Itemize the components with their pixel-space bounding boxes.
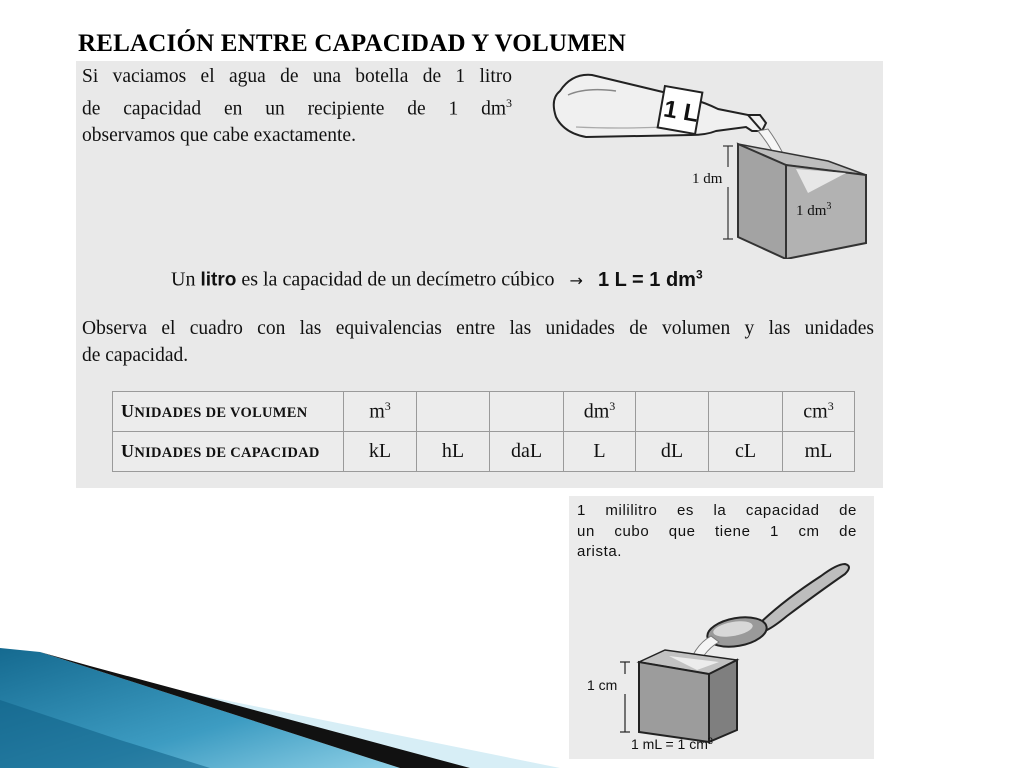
mililitro-line-3: arista. [577, 543, 623, 560]
intro-line-2: de capacidad en un recipiente de 1 $dm^3$ [82, 96, 512, 120]
volume-cell: $m^3$ [344, 392, 417, 432]
capacity-cell: kL [344, 432, 417, 472]
capacity-cell: hL [417, 432, 490, 472]
capacity-cell: mL [783, 432, 855, 472]
litro-statement: Un litro es la capacidad de un decímetro cúbico → 1 L = 1 $dm^3$ [171, 267, 703, 291]
mililitro-line-1: 1 mililitro es la capacidad de [577, 502, 857, 519]
observa-line-1: Observa el cuadro con las equivalencias entre las unidades de volumen y las unidades [82, 318, 874, 339]
intro-line-1: Si vaciamos el agua de una botella de 1 litro [82, 66, 512, 87]
capacity-cell: L [564, 432, 636, 472]
intro-line-3: observamos que cabe exactamente. [82, 124, 356, 146]
slide-title: RELACIÓN ENTRE CAPACIDAD Y VOLUMEN [78, 30, 626, 57]
litro-word: litro [200, 269, 237, 291]
observa-line-2: de capacidad. [82, 345, 189, 366]
volume-cell: $dm^3$ [564, 392, 636, 432]
intro-line-2-sup: 3 [506, 96, 512, 110]
arrow-icon: → [569, 270, 583, 290]
edge-label: 1 dm [692, 171, 723, 187]
capacity-row-header: UNIDADES DE CAPACIDAD [113, 432, 344, 472]
capacity-cell: dL [636, 432, 709, 472]
volume-row-header: UNIDADES DE VOLUMEN [113, 392, 344, 432]
volume-cell: $cm^3$ [783, 392, 855, 432]
litro-equation: 1 L = 1 $dm^3$ [597, 267, 703, 291]
cube-volume-label: 1 $dm^3$ [796, 201, 832, 219]
capacity-cell: daL [490, 432, 564, 472]
small-edge-label: 1 cm [587, 677, 618, 693]
mililitro-line-2: un cubo que tiene 1 cm de [577, 522, 857, 540]
mililitro-equation: 1 mL = 1 $cm^3$ [631, 736, 713, 752]
bottle-label: 1 L [661, 95, 701, 129]
capacity-cell: cL [709, 432, 783, 472]
